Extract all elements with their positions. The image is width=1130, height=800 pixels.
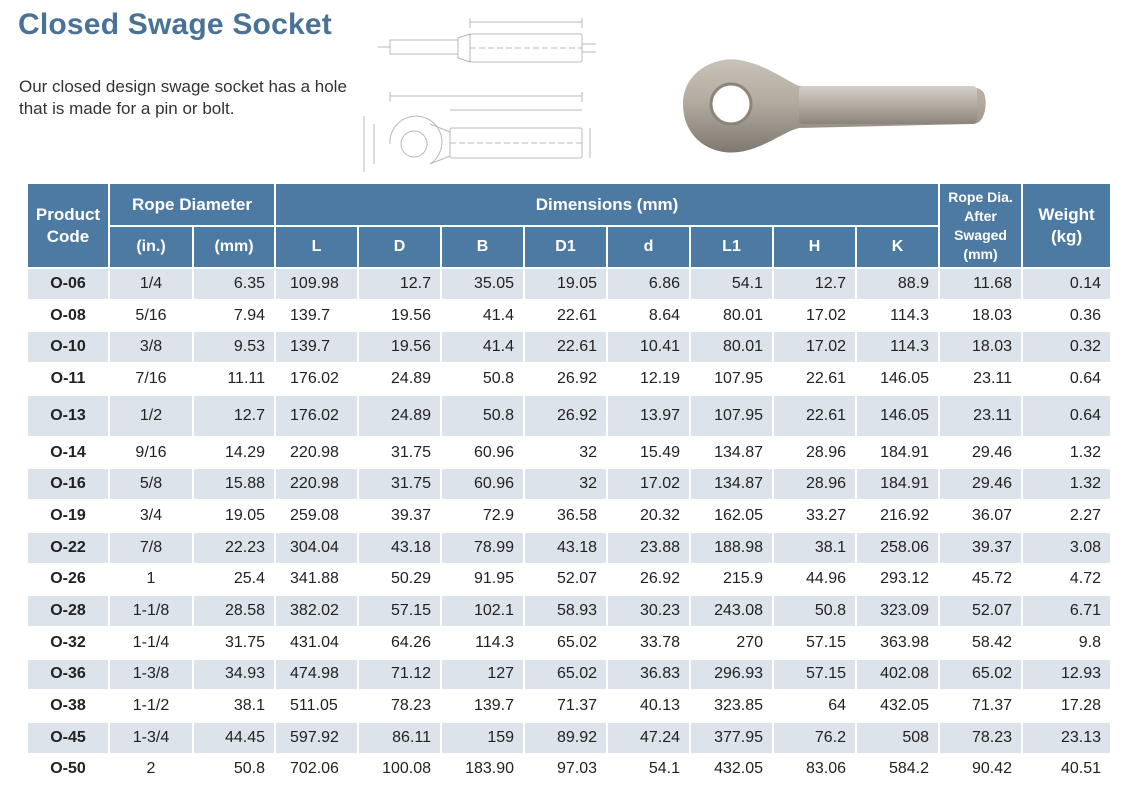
table-cell: 50.8 [194, 755, 276, 787]
product-code-cell: O-14 [28, 438, 110, 470]
table-cell: 34.93 [194, 660, 276, 692]
table-cell: 431.04 [276, 628, 359, 660]
table-cell: 12.19 [608, 364, 691, 396]
table-cell: 50.8 [442, 364, 525, 396]
table-cell: 50.8 [442, 396, 525, 438]
table-cell: 28.96 [774, 438, 857, 470]
table-cell: 377.95 [691, 723, 774, 755]
table-cell: 26.92 [525, 364, 608, 396]
product-code-cell: O-28 [28, 596, 110, 628]
table-cell: 80.01 [691, 301, 774, 333]
table-cell: 139.7 [442, 691, 525, 723]
table-cell: 243.08 [691, 596, 774, 628]
table-cell: 65.02 [525, 628, 608, 660]
table-cell: 432.05 [691, 755, 774, 787]
product-code-cell: O-11 [28, 364, 110, 396]
table-cell: 18.03 [940, 332, 1023, 364]
table-cell: 14.29 [194, 438, 276, 470]
table-cell: 57.15 [359, 596, 442, 628]
table-cell: 22.61 [525, 332, 608, 364]
table-cell: 22.23 [194, 533, 276, 565]
table-cell: 86.11 [359, 723, 442, 755]
table-cell: 33.27 [774, 501, 857, 533]
table-cell: 11.11 [194, 364, 276, 396]
column-header: D [359, 227, 442, 269]
table-cell: 3.08 [1023, 533, 1112, 565]
table-cell: 382.02 [276, 596, 359, 628]
table-cell: 26.92 [525, 396, 608, 438]
table-cell: 0.36 [1023, 301, 1112, 333]
table-cell: 30.23 [608, 596, 691, 628]
table-cell: 293.12 [857, 565, 940, 597]
table-cell: 146.05 [857, 364, 940, 396]
table-cell: 323.85 [691, 691, 774, 723]
table-cell: 38.1 [774, 533, 857, 565]
table-cell: 88.9 [857, 269, 940, 301]
table-cell: 102.1 [442, 596, 525, 628]
table-cell: 28.96 [774, 469, 857, 501]
column-header: K [857, 227, 940, 269]
table-cell: 40.51 [1023, 755, 1112, 787]
table-cell: 35.05 [442, 269, 525, 301]
table-cell: 41.4 [442, 301, 525, 333]
table-row [28, 533, 1112, 565]
table-cell: 36.07 [940, 501, 1023, 533]
table-cell: 17.02 [774, 332, 857, 364]
specification-table [28, 184, 1112, 786]
table-cell: 304.04 [276, 533, 359, 565]
table-cell: 1.32 [1023, 438, 1112, 470]
table-cell: 17.28 [1023, 691, 1112, 723]
table-cell: 109.98 [276, 269, 359, 301]
table-cell: 24.89 [359, 364, 442, 396]
table-cell: 41.4 [442, 332, 525, 364]
table-cell: 597.92 [276, 723, 359, 755]
table-cell: 134.87 [691, 469, 774, 501]
table-cell: 78.99 [442, 533, 525, 565]
dimensions-header: Dimensions (mm) [276, 184, 940, 227]
table-cell: 57.15 [774, 660, 857, 692]
table-cell: 32 [525, 469, 608, 501]
table-cell: 363.98 [857, 628, 940, 660]
table-row [28, 301, 1112, 333]
table-cell: 188.98 [691, 533, 774, 565]
table-cell: 20.32 [608, 501, 691, 533]
table-cell: 50.29 [359, 565, 442, 597]
table-cell: 43.18 [525, 533, 608, 565]
table-cell: 11.68 [940, 269, 1023, 301]
column-header: H [774, 227, 857, 269]
table-cell: 54.1 [691, 269, 774, 301]
table-cell: 83.06 [774, 755, 857, 787]
table-cell: 4.72 [1023, 565, 1112, 597]
top-view-drawing-icon [350, 86, 610, 178]
product-code-cell: O-36 [28, 660, 110, 692]
table-cell: 1/4 [110, 269, 194, 301]
weight-header: Weight (kg) [1023, 184, 1112, 269]
product-code-cell: O-26 [28, 565, 110, 597]
product-code-cell: O-06 [28, 269, 110, 301]
table-cell: 10.41 [608, 332, 691, 364]
table-cell: 31.75 [194, 628, 276, 660]
table-row [28, 332, 1112, 364]
table-cell: 6.86 [608, 269, 691, 301]
product-code-cell: O-19 [28, 501, 110, 533]
table-cell: 80.01 [691, 332, 774, 364]
column-header: B [442, 227, 525, 269]
table-cell: 36.58 [525, 501, 608, 533]
table-cell: 474.98 [276, 660, 359, 692]
column-header: (mm) [194, 227, 276, 269]
table-cell: 2.27 [1023, 501, 1112, 533]
table-cell: 184.91 [857, 469, 940, 501]
table-cell: 3/8 [110, 332, 194, 364]
table-cell: 258.06 [857, 533, 940, 565]
table-row [28, 628, 1112, 660]
table-cell: 71.37 [940, 691, 1023, 723]
table-cell: 26.92 [608, 565, 691, 597]
table-cell: 107.95 [691, 396, 774, 438]
table-row [28, 723, 1112, 755]
table-cell: 22.61 [774, 396, 857, 438]
table-cell: 19.56 [359, 332, 442, 364]
table-row [28, 269, 1112, 301]
table-cell: 50.8 [774, 596, 857, 628]
product-code-cell: O-08 [28, 301, 110, 333]
table-cell: 6.35 [194, 269, 276, 301]
table-cell: 15.49 [608, 438, 691, 470]
product-code-cell: O-16 [28, 469, 110, 501]
table-cell: 296.93 [691, 660, 774, 692]
table-cell: 52.07 [940, 596, 1023, 628]
table-cell: 25.4 [194, 565, 276, 597]
table-cell: 33.78 [608, 628, 691, 660]
table-cell: 17.02 [608, 469, 691, 501]
table-cell: 39.37 [940, 533, 1023, 565]
table-cell: 29.46 [940, 438, 1023, 470]
table-cell: 184.91 [857, 438, 940, 470]
table-cell: 23.11 [940, 364, 1023, 396]
table-cell: 23.11 [940, 396, 1023, 438]
table-cell: 5/16 [110, 301, 194, 333]
table-cell: 31.75 [359, 469, 442, 501]
product-description: Our closed design swage socket has a hole that is made for a pin or bolt. [19, 77, 347, 118]
table-cell: 511.05 [276, 691, 359, 723]
table-cell: 114.3 [857, 332, 940, 364]
table-cell: 58.42 [940, 628, 1023, 660]
table-row [28, 469, 1112, 501]
column-header: d [608, 227, 691, 269]
table-cell: 64.26 [359, 628, 442, 660]
column-header: L [276, 227, 359, 269]
table-row [28, 364, 1112, 396]
table-cell: 8.64 [608, 301, 691, 333]
table-cell: 7/8 [110, 533, 194, 565]
table-cell: 270 [691, 628, 774, 660]
table-cell: 71.37 [525, 691, 608, 723]
table-cell: 12.7 [774, 269, 857, 301]
swage-socket-photo-icon [675, 52, 990, 162]
table-cell: 3/4 [110, 501, 194, 533]
product-code-cell: O-10 [28, 332, 110, 364]
table-cell: 259.08 [276, 501, 359, 533]
table-cell: 40.13 [608, 691, 691, 723]
table-cell: 58.93 [525, 596, 608, 628]
table-cell: 90.42 [940, 755, 1023, 787]
table-cell: 139.7 [276, 332, 359, 364]
product-code-cell: O-38 [28, 691, 110, 723]
table-cell: 1-3/4 [110, 723, 194, 755]
product-code-cell: O-32 [28, 628, 110, 660]
page-title: Closed Swage Socket [18, 8, 332, 41]
table-cell: 57.15 [774, 628, 857, 660]
table-cell: 65.02 [940, 660, 1023, 692]
table-cell: 216.92 [857, 501, 940, 533]
table-cell: 2 [110, 755, 194, 787]
table-row [28, 596, 1112, 628]
table-cell: 28.58 [194, 596, 276, 628]
table-cell: 9.8 [1023, 628, 1112, 660]
table-cell: 1-1/4 [110, 628, 194, 660]
table-cell: 22.61 [525, 301, 608, 333]
table-cell: 134.87 [691, 438, 774, 470]
side-view-drawing-icon [370, 14, 610, 74]
table-cell: 24.89 [359, 396, 442, 438]
table-cell: 13.97 [608, 396, 691, 438]
table-cell: 1-1/2 [110, 691, 194, 723]
product-code-cell: O-13 [28, 396, 110, 438]
table-cell: 78.23 [940, 723, 1023, 755]
table-cell: 43.18 [359, 533, 442, 565]
rope-diameter-header: Rope Diameter [110, 184, 276, 227]
table-cell: 215.9 [691, 565, 774, 597]
table-cell: 323.09 [857, 596, 940, 628]
table-cell: 65.02 [525, 660, 608, 692]
column-header: D1 [525, 227, 608, 269]
table-cell: 1.32 [1023, 469, 1112, 501]
table-cell: 6.71 [1023, 596, 1112, 628]
table-cell: 107.95 [691, 364, 774, 396]
table-cell: 22.61 [774, 364, 857, 396]
table-cell: 15.88 [194, 469, 276, 501]
table-cell: 36.83 [608, 660, 691, 692]
table-cell: 38.1 [194, 691, 276, 723]
table-cell: 71.12 [359, 660, 442, 692]
table-row [28, 565, 1112, 597]
table-cell: 162.05 [691, 501, 774, 533]
table-cell: 139.7 [276, 301, 359, 333]
table-cell: 97.03 [525, 755, 608, 787]
table-cell: 47.24 [608, 723, 691, 755]
table-cell: 19.05 [525, 269, 608, 301]
table-cell: 9/16 [110, 438, 194, 470]
product-code-cell: O-50 [28, 755, 110, 787]
table-cell: 0.64 [1023, 364, 1112, 396]
product-code-cell: O-22 [28, 533, 110, 565]
table-cell: 702.06 [276, 755, 359, 787]
table-cell: 220.98 [276, 438, 359, 470]
table-row [28, 396, 1112, 438]
table-cell: 23.88 [608, 533, 691, 565]
table-cell: 114.3 [442, 628, 525, 660]
table-cell: 0.64 [1023, 396, 1112, 438]
table-cell: 9.53 [194, 332, 276, 364]
column-header: L1 [691, 227, 774, 269]
table-cell: 18.03 [940, 301, 1023, 333]
table-cell: 341.88 [276, 565, 359, 597]
table-cell: 508 [857, 723, 940, 755]
column-header: (in.) [110, 227, 194, 269]
table-row [28, 691, 1112, 723]
table-cell: 12.93 [1023, 660, 1112, 692]
table-cell: 0.32 [1023, 332, 1112, 364]
table-cell: 32 [525, 438, 608, 470]
table-cell: 23.13 [1023, 723, 1112, 755]
table-cell: 12.7 [359, 269, 442, 301]
table-cell: 5/8 [110, 469, 194, 501]
table-cell: 31.75 [359, 438, 442, 470]
table-cell: 176.02 [276, 364, 359, 396]
table-cell: 183.90 [442, 755, 525, 787]
table-cell: 159 [442, 723, 525, 755]
table-row [28, 755, 1112, 787]
table-cell: 60.96 [442, 438, 525, 470]
table-cell: 78.23 [359, 691, 442, 723]
table-cell: 100.08 [359, 755, 442, 787]
table-cell: 91.95 [442, 565, 525, 597]
table-cell: 29.46 [940, 469, 1023, 501]
table-cell: 432.05 [857, 691, 940, 723]
table-cell: 1/2 [110, 396, 194, 438]
table-cell: 19.56 [359, 301, 442, 333]
table-cell: 402.08 [857, 660, 940, 692]
table-cell: 64 [774, 691, 857, 723]
table-cell: 1-3/8 [110, 660, 194, 692]
table-cell: 584.2 [857, 755, 940, 787]
table-cell: 44.45 [194, 723, 276, 755]
table-cell: 89.92 [525, 723, 608, 755]
table-cell: 39.37 [359, 501, 442, 533]
table-cell: 72.9 [442, 501, 525, 533]
table-cell: 1 [110, 565, 194, 597]
table-cell: 45.72 [940, 565, 1023, 597]
table-cell: 0.14 [1023, 269, 1112, 301]
table-cell: 19.05 [194, 501, 276, 533]
product-code-cell: O-45 [28, 723, 110, 755]
table-cell: 7.94 [194, 301, 276, 333]
table-cell: 44.96 [774, 565, 857, 597]
table-cell: 146.05 [857, 396, 940, 438]
table-cell: 12.7 [194, 396, 276, 438]
table-cell: 17.02 [774, 301, 857, 333]
table-cell: 52.07 [525, 565, 608, 597]
table-row [28, 438, 1112, 470]
table-cell: 220.98 [276, 469, 359, 501]
table-cell: 7/16 [110, 364, 194, 396]
table-cell: 1-1/8 [110, 596, 194, 628]
table-row [28, 501, 1112, 533]
rope-dia-after-swaged-header: Rope Dia. After Swaged (mm) [940, 184, 1023, 269]
table-cell: 60.96 [442, 469, 525, 501]
table-cell: 127 [442, 660, 525, 692]
table-cell: 114.3 [857, 301, 940, 333]
table-cell: 76.2 [774, 723, 857, 755]
table-cell: 176.02 [276, 396, 359, 438]
table-cell: 54.1 [608, 755, 691, 787]
product-code-header: Product Code [28, 184, 110, 269]
table-row [28, 660, 1112, 692]
